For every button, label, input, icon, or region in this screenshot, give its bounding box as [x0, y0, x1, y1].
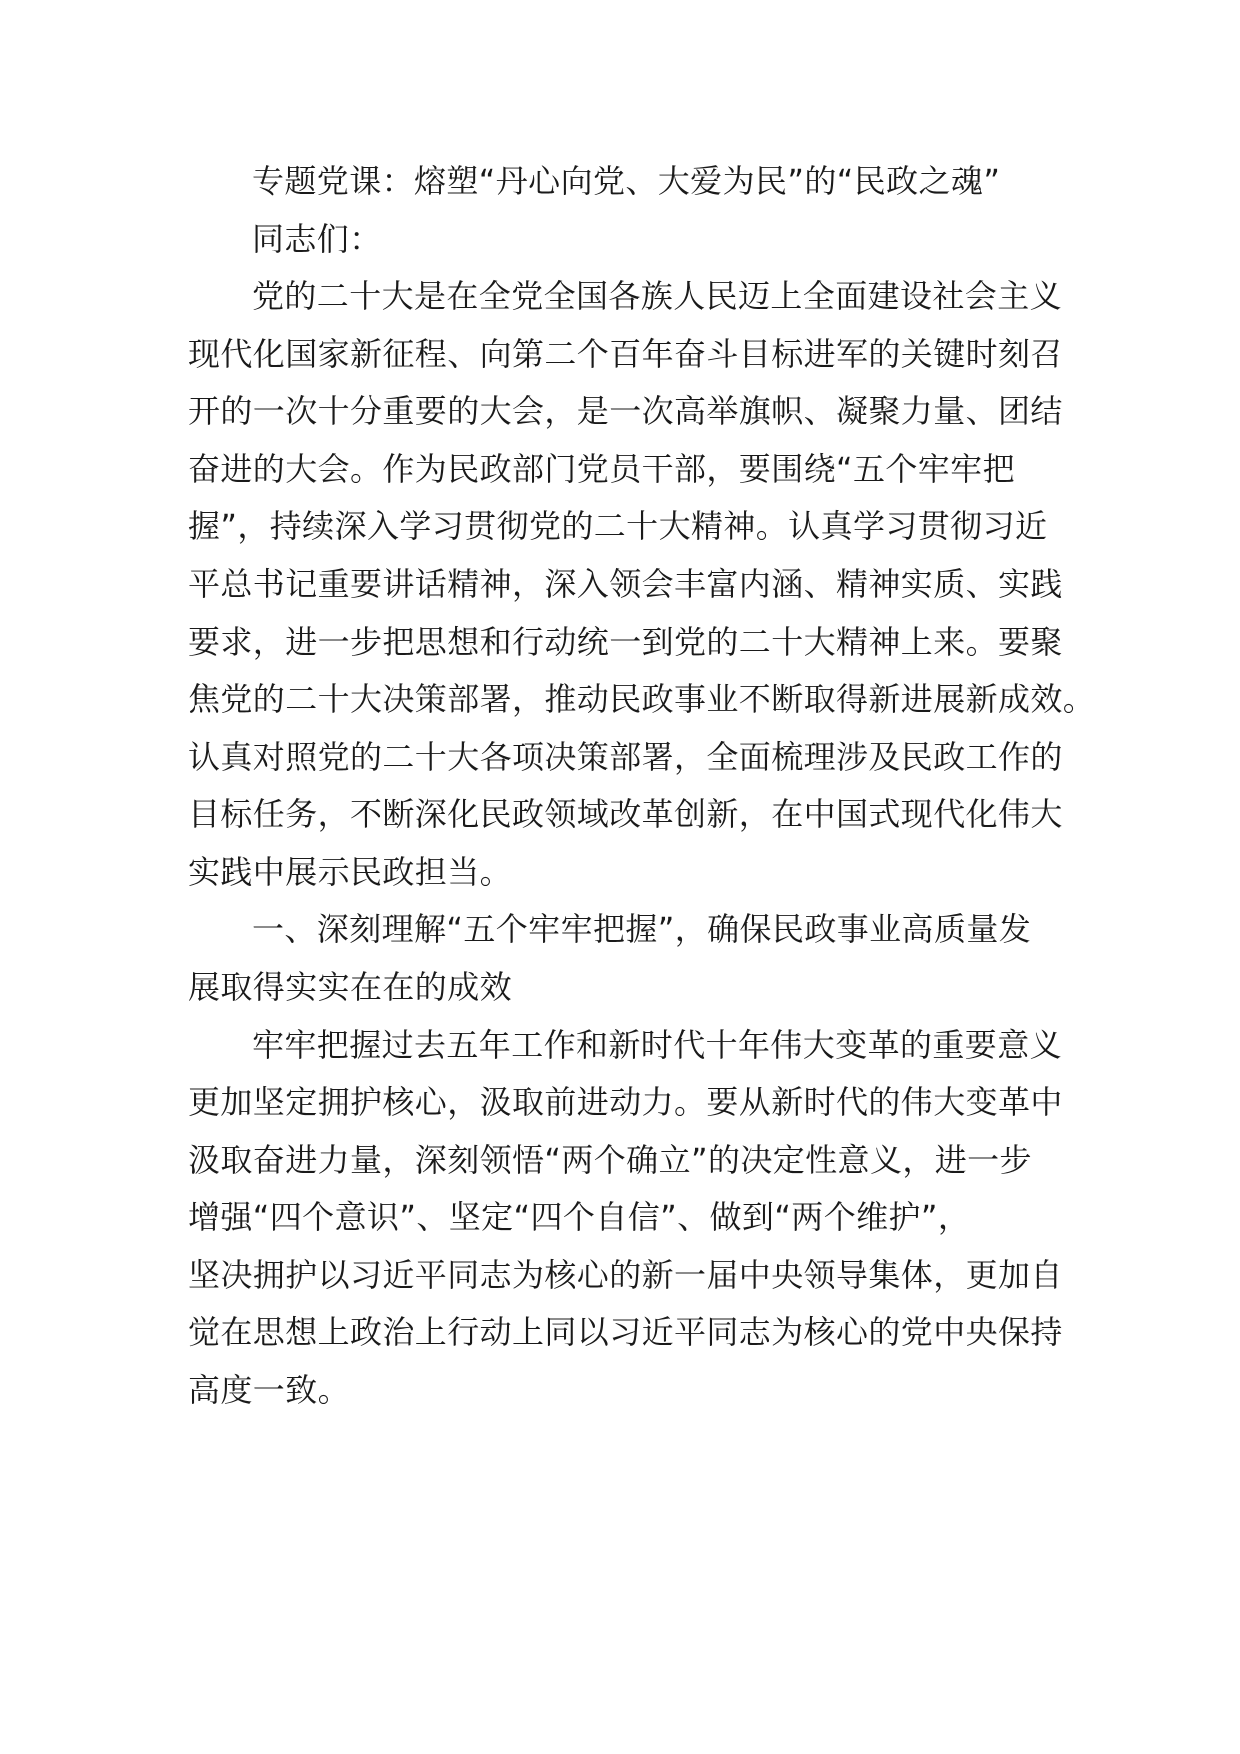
paragraph-1-line: 开的一次十分重要的大会，是一次高举旗帜、凝聚力量、团结 — [188, 392, 1063, 430]
document-title: 专题党课：熔塑“丹心向党、大爱为民”的“民政之魂” — [252, 162, 1001, 200]
paragraph-2-line: 牢牢把握过去五年工作和新时代十年伟大变革的重要意义 — [252, 1026, 1063, 1064]
paragraph-2-line: 觉在思想上政治上行动上同以习近平同志为核心的党中央保持 — [188, 1313, 1063, 1351]
paragraph-1-line: 奋进的大会。作为民政部门党员干部，要围绕“五个牢牢把 — [188, 450, 1015, 488]
paragraph-2-line: 更加坚定拥护核心，汲取前进动力。要从新时代的伟大变革中 — [188, 1083, 1063, 1121]
section-heading-line: 一、深刻理解“五个牢牢把握”，确保民政事业高质量发 — [252, 910, 1032, 948]
paragraph-1-line: 目标任务，不断深化民政领域改革创新，在中国式现代化伟大 — [188, 795, 1063, 833]
salutation: 同志们： — [252, 220, 382, 258]
paragraph-2-line: 增强“四个意识”、坚定“四个自信”、做到“两个维护”， — [188, 1198, 971, 1236]
paragraph-1-line: 要求，进一步把思想和行动统一到党的二十大精神上来。要聚 — [188, 623, 1063, 661]
paragraph-1-line: 实践中展示民政担当。 — [188, 853, 513, 891]
paragraph-1-line: 握”，持续深入学习贯彻党的二十大精神。认真学习贯彻习近 — [188, 507, 1048, 545]
paragraph-1-line: 平总书记重要讲话精神，深入领会丰富内涵、精神实质、实践 — [188, 565, 1063, 603]
paragraph-1-line: 党的二十大是在全党全国各族人民迈上全面建设社会主义 — [252, 277, 1063, 315]
paragraph-2-line: 坚决拥护以习近平同志为核心的新一届中央领导集体，更加自 — [188, 1256, 1063, 1294]
paragraph-1-line: 认真对照党的二十大各项决策部署，全面梳理涉及民政工作的 — [188, 738, 1063, 776]
paragraph-2-line: 汲取奋进力量，深刻领悟“两个确立”的决定性意义，进一步 — [188, 1141, 1032, 1179]
paragraph-1-line: 现代化国家新征程、向第二个百年奋斗目标进军的关键时刻召 — [188, 335, 1063, 373]
paragraph-2-line: 高度一致。 — [188, 1371, 351, 1409]
section-heading-line: 展取得实实在在的成效 — [188, 968, 513, 1006]
paragraph-1-line: 焦党的二十大决策部署，推动民政事业不断取得新进展新成效。 — [188, 680, 1096, 718]
